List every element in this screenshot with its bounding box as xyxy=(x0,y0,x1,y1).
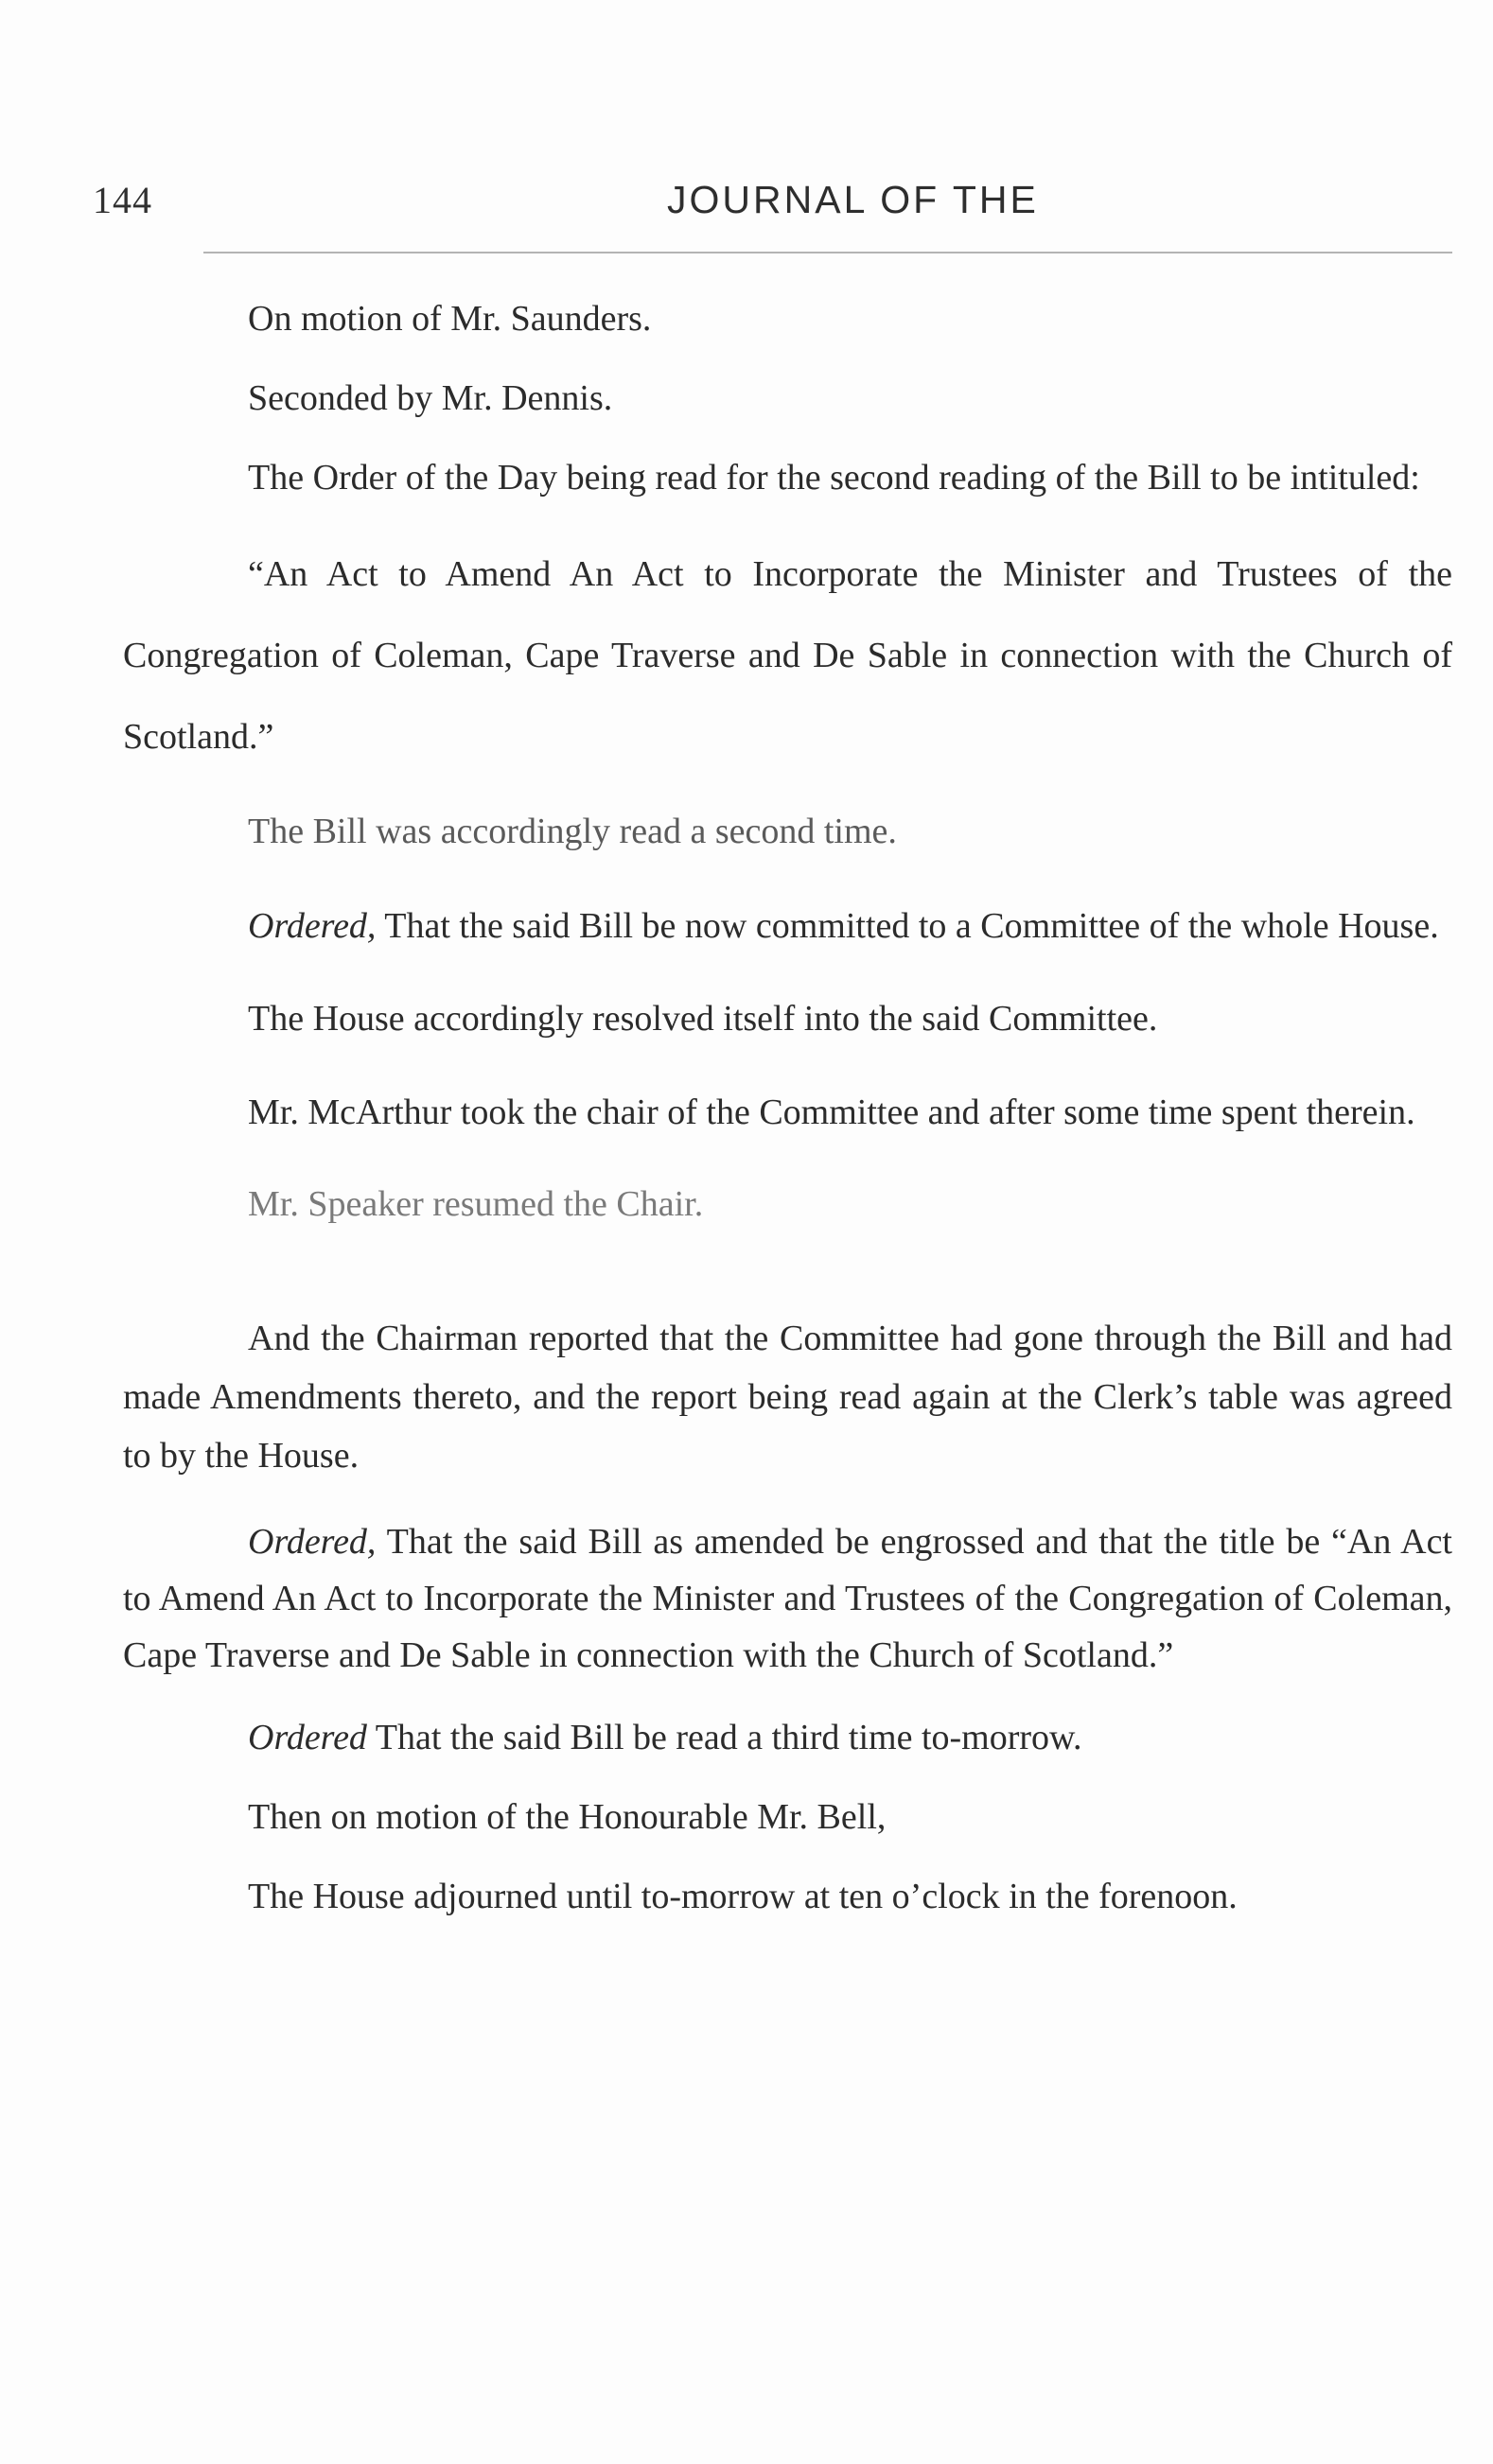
running-head: JOURNAL OF THE xyxy=(667,178,1039,221)
ordered-label: Ordered, xyxy=(248,1522,377,1562)
header-rule xyxy=(203,252,1452,253)
order-of-day-paragraph: The Order of the Day being read for the second reading of the Bill to be intituled: xyxy=(248,458,1420,498)
bill-title-paragraph: “An Act to Amend An Act to Incorporate the Minister and Trustees of the Congregation of Coleman, Cape Traverse and De Sable in connection with the Church of Scotland.” xyxy=(123,554,1452,757)
ordered-label: Ordered, xyxy=(248,906,377,946)
ordered-text: That the said Bill be now committed to a Committee of the whole House. xyxy=(376,906,1439,946)
ordered-text: That the said Bill be read a third time to-morrow. xyxy=(366,1718,1082,1757)
ordered-label: Ordered xyxy=(248,1718,367,1757)
speaker-resumed-paragraph: Mr. Speaker resumed the Chair. xyxy=(248,1184,704,1224)
page-header xyxy=(0,178,1493,235)
final-motion-paragraph: Then on motion of the Honourable Mr. Bell, xyxy=(248,1797,887,1837)
chairman-report-paragraph: And the Chairman reported that the Committee had gone through the Bill and had made Amendments thereto, and the report being read again at the Clerk’s table was agreed to by the House. xyxy=(123,1319,1452,1476)
page-number: 144 xyxy=(93,179,152,221)
seconded-paragraph: Seconded by Mr. Dennis. xyxy=(248,378,613,418)
motion-paragraph: On motion of Mr. Saunders. xyxy=(248,299,652,339)
journal-body xyxy=(123,293,1452,1922)
ordered-engrossed-paragraph xyxy=(123,1513,1452,1684)
chair-taken-paragraph: Mr. McArthur took the chair of the Committee and after some time spent therein. xyxy=(248,1092,1415,1132)
ordered-committed-paragraph xyxy=(123,893,1452,959)
ordered-third-reading-paragraph xyxy=(123,1712,1452,1763)
ordered-text: That the said Bill as amended be engrossed and that the title be “An Act to Amend An Act to Incorporate the Minister and Trustees of the Congregation of Coleman, Cape Traverse and De Sable in connection with the Church of Scotland.” xyxy=(123,1522,1452,1675)
second-reading-paragraph: The Bill was accordingly read a second time. xyxy=(248,812,897,851)
committee-resolved-paragraph: The House accordingly resolved itself into the said Committee. xyxy=(248,999,1158,1039)
adjournment-paragraph: The House adjourned until to-morrow at ten o’clock in the forenoon. xyxy=(248,1877,1238,1916)
